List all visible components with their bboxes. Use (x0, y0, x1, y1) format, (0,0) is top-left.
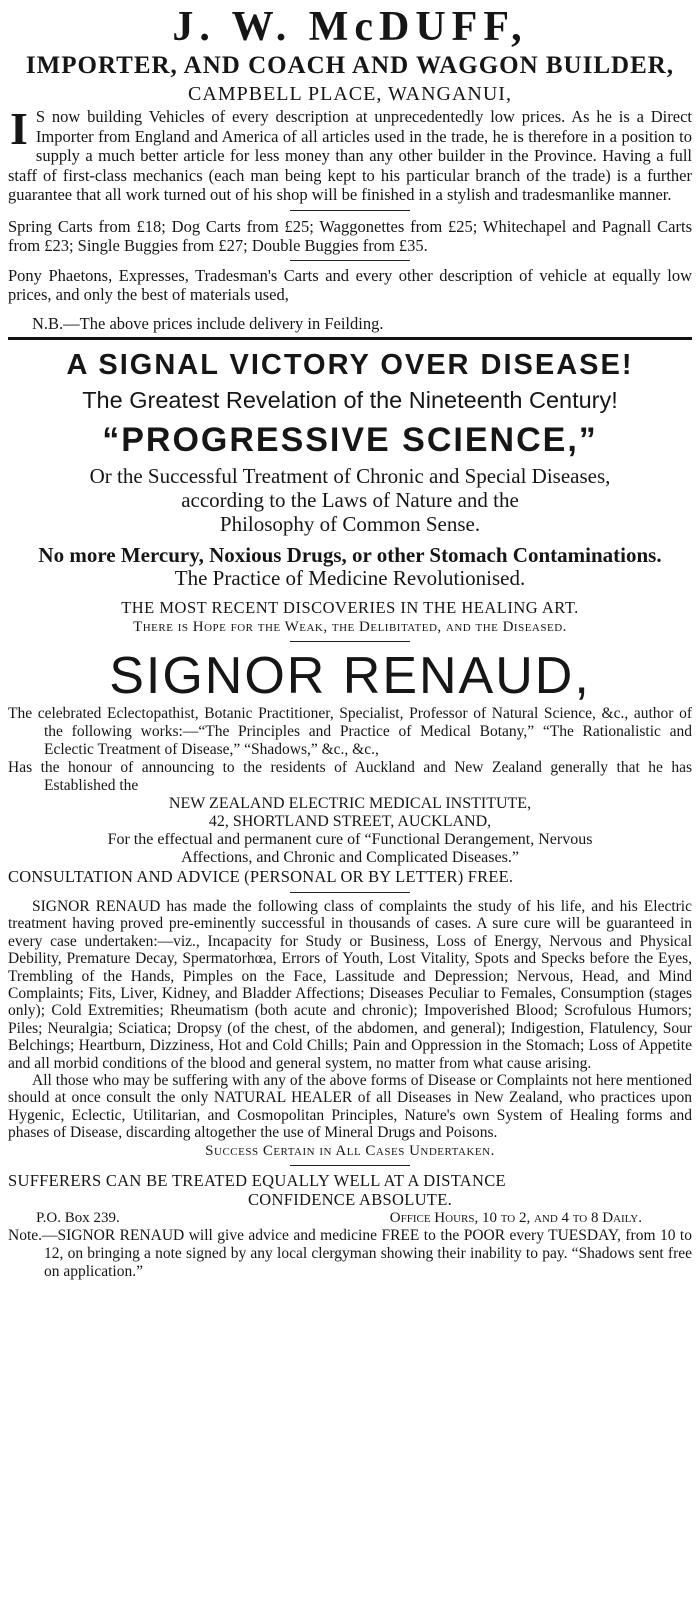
sufferers-line: SUFFERERS CAN BE TREATED EQUALLY WELL AT A DISTANCE (8, 1170, 506, 1190)
divider (290, 892, 410, 893)
divider (290, 210, 410, 211)
greatest-revelation: The Greatest Revelation of the Nineteenth Century! (82, 386, 618, 413)
advert-title: J. W. McDUFF, (172, 4, 528, 50)
drop-cap: I (10, 103, 28, 154)
success-certain: Success Certain in All Cases Undertaken. (205, 1142, 495, 1159)
advert-body-text: S now building Vehicles of every description at unprecedentedly low prices. As he is a Direct Importer from England and America of all articles used in the trade, he is therefore in a position to supply a much better article for less money than any other builder in the Province. Having a full staff of first-class mechanics (each man being kept to his particular branch of the trade) is a further guarantee that all work turned out of his shop will be finished in a stylish and tradesmanlike manner. (8, 107, 692, 205)
no-more-mercury: No more Mercury, Noxious Drugs, or other Stomach Contaminations. (38, 542, 662, 567)
institute-address: 42, SHORTLAND STREET, AUCKLAND, (208, 812, 492, 830)
consultation-line: CONSULTATION AND ADVICE (PERSONAL OR BY LETTER) FREE. (8, 866, 514, 886)
celebrated-paragraph: The celebrated Eclectopathist, Botanic Practitioner, Specialist, Professor of Natural Science, &c., author of the following works:—“The Principles and Practice of Medical Botany,” “The Rationalistic and Eclectic Treatment of Disease,” “Shadows,” &c., &c., (8, 704, 692, 758)
confidence-line: CONFIDENCE ABSOLUTE. (247, 1189, 452, 1209)
renaud-advertisement (8, 346, 692, 1281)
cure-line-1: For the effectual and permanent cure of “Functional Derangement, Nervous (107, 830, 593, 848)
progressive-science-title: “PROGRESSIVE SCIENCE,” (102, 420, 598, 459)
advert-subtitle: IMPORTER, AND COACH AND WAGGON BUILDER, (25, 52, 675, 79)
divider (290, 641, 410, 642)
divider (290, 260, 410, 261)
honour-paragraph: Has the honour of announcing to the residents of Auckland and New Zealand generally that he has Established the (8, 758, 692, 794)
treatment-line-1: Or the Successful Treatment of Chronic and Special Diseases, (89, 463, 611, 488)
cure-line-2: Affections, and Chronic and Complicated Diseases.” (181, 848, 519, 866)
treatment-line-3: Philosophy of Common Sense. (219, 511, 481, 536)
delivery-note: N.B.—The above prices include delivery in Feilding. (32, 313, 384, 333)
section-divider (8, 337, 692, 340)
practice-revolutionised: The Practice of Medicine Revolutionised. (174, 565, 526, 590)
office-hours: Office Hours, 10 to 2, and 4 to 8 Daily. (389, 1209, 642, 1226)
headline: A SIGNAL VICTORY OVER DISEASE! (66, 348, 634, 381)
signor-renaud-name: SIGNOR RENAUD, (109, 646, 591, 705)
pony-phaetons-text: Pony Phaetons, Expresses, Tradesman's Carts and every other description of vehicle at equally low prices, and only the best of materials used, (8, 265, 692, 304)
divider (290, 1165, 410, 1166)
advert-location: CAMPBELL PLACE, WANGANUI, (188, 83, 512, 105)
suffering-paragraph: All those who may be suffering with any of the above forms of Disease or Complaints not here mentioned should at once consult the only NATURAL HEALER of all Diseases in New Zealand, who practices upon Hygenic, Eclectic, Utilitarian, and Cosmopolitan Principles, Nature's own System of Healing forms and phases of Disease, discarding altogether the use of Mineral Drugs and Poisons. (8, 1072, 692, 1142)
price-list: Spring Carts from £18; Dog Carts from £25; Waggonettes from £25; Whitechapel and Pagnall Carts from £23; Single Buggies from £27; Double Buggies from £35. (8, 216, 692, 255)
box-and-hours (8, 1209, 692, 1227)
treatment-line-2: according to the Laws of Nature and the (181, 487, 519, 512)
institute-name: NEW ZEALAND ELECTRIC MEDICAL INSTITUTE, (168, 794, 532, 812)
poor-note: Note.—SIGNOR RENAUD will give advice and medicine FREE to the POOR every TUESDAY, from 10 to 12, on bringing a note signed by any local clergyman showing their inability to pay. “Shadows sent free on application.” (8, 1226, 692, 1280)
recent-discoveries: THE MOST RECENT DISCOVERIES IN THE HEALING ART. (121, 597, 579, 617)
advert-body (8, 103, 692, 205)
po-box: P.O. Box 239. (36, 1209, 120, 1226)
complaints-paragraph: SIGNOR RENAUD has made the following class of complaints the study of his life, and his Electric treatment having proved pre-eminently successful in thousands of cases. A sure cure will be guaranteed in every case undertaken:—viz., Incapacity for Study or Business, Loss of Energy, Nervous and Physical Debility, Premature Decay, Spermatorhœa, Errors of Youth, Lost Vitality, Spots and Specks before the Eyes, Trembling of the Hands, Pimples on the Face, Lassitude and Depression; Nervous, Head, and Mind Complaints; Fits, Liver, Kidney, and Bladder Affections; Diseases Peculiar to Females, Consumption (stages only); Cold Extremities; Rheumatism (both acute and chronic); Impoverished Blood; Scrofulous Humors; Piles; Neuralgia; Sciatica; Dropsy (of the chest, of the abdomen, and general); Indigestion, Flatulency, Sour Belchings; Heartburn, Dizziness, Hot and Cold Chills; Pain and Oppression in the Stomach; Loss of Appetite and all morbid conditions of the blood and general system, no matter from what cause arising. (8, 897, 692, 1072)
hope-line: There is Hope for the Weak, the Delibitated, and the Diseased. (133, 618, 567, 635)
mcduff-advertisement (8, 2, 692, 333)
